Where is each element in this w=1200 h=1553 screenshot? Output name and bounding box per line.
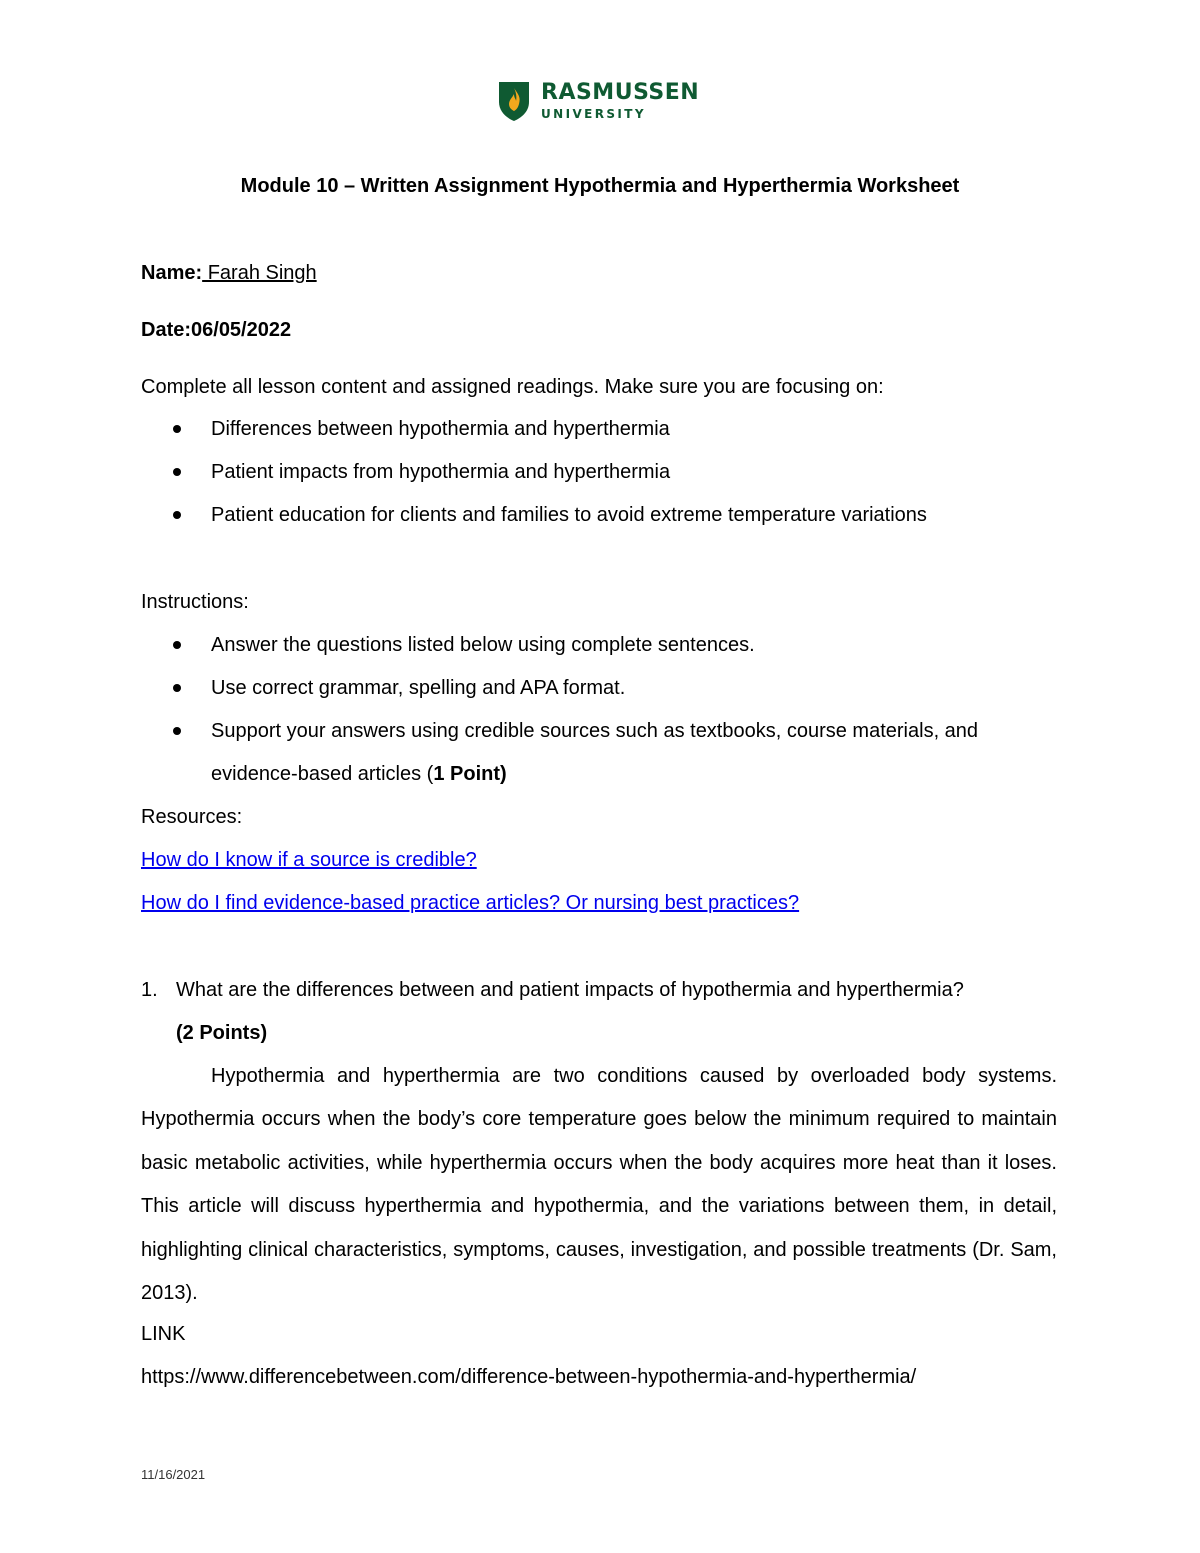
- university-logo: [497, 78, 699, 124]
- shield-flame-icon: [497, 80, 531, 122]
- question-number: 1.: [141, 979, 158, 1001]
- evidence-based-link[interactable]: How do I find evidence-based practice articles? Or nursing best practices?: [141, 892, 800, 914]
- date-line: Date:06/05/2022: [141, 319, 292, 341]
- resources-label: Resources:: [141, 806, 243, 828]
- answer-text: Hypothermia and hyperthermia are two conditions caused by overloaded body systems. Hypothermia occurs when the body’s core temperature goes below the minimum required to maintain basic metabolic activities, while hyperthermia occurs when the body acquires more heat than it loses. This article will discuss hyperthermia and hypothermia, and the variations between them, in detail, highlighting clinical characteristics, symptoms, causes, investigation, and possible treatments (Dr. Sam, 2013).: [141, 1065, 1057, 1305]
- instruction-item: Use correct grammar, spelling and APA format.: [211, 677, 626, 699]
- focus-item: Patient impacts from hypothermia and hyperthermia: [211, 461, 671, 483]
- logo-subtitle: UNIVERSITY: [541, 107, 646, 121]
- bullet-dot: [173, 727, 181, 735]
- focus-item: Differences between hypothermia and hyperthermia: [211, 418, 670, 440]
- question-text: What are the differences between and patient impacts of hypothermia and hyperthermia?: [176, 979, 964, 1001]
- credible-source-link[interactable]: How do I know if a source is credible?: [141, 849, 477, 871]
- name-line: [141, 261, 317, 285]
- bullet-dot: [173, 511, 181, 519]
- name-label: Name:: [141, 262, 203, 284]
- instructions-label: Instructions:: [141, 591, 249, 613]
- document-title: Module 10 – Written Assignment Hypothermia and Hyperthermia Worksheet: [240, 175, 960, 197]
- bullet-dot: [173, 468, 181, 476]
- logo-wordmark: [541, 82, 699, 120]
- intro-text: Complete all lesson content and assigned readings. Make sure you are focusing on:: [141, 376, 884, 398]
- name-value: Farah Singh: [202, 262, 317, 284]
- question-points: (2 Points): [176, 1022, 268, 1044]
- logo-name: RASMUSSEN: [541, 80, 700, 105]
- bullet-dot: [173, 641, 181, 649]
- instruction-item: Answer the questions listed below using complete sentences.: [211, 634, 755, 656]
- instruction-cont-text: evidence-based articles (: [211, 763, 434, 785]
- link-label: LINK: [141, 1323, 186, 1345]
- answer-paragraph: [141, 1055, 1057, 1315]
- footer-date: 11/16/2021: [141, 1467, 206, 1482]
- bullet-dot: [173, 684, 181, 692]
- instruction-item-continuation: [211, 762, 507, 786]
- instruction-item: Support your answers using credible sources such as textbooks, course materials, and: [211, 720, 979, 742]
- bullet-dot: [173, 425, 181, 433]
- instruction-points: 1 Point): [433, 763, 507, 785]
- focus-item: Patient education for clients and families to avoid extreme temperature variations: [211, 504, 927, 526]
- source-url: https://www.differencebetween.com/difference-between-hypothermia-and-hyperthermia/: [141, 1366, 917, 1388]
